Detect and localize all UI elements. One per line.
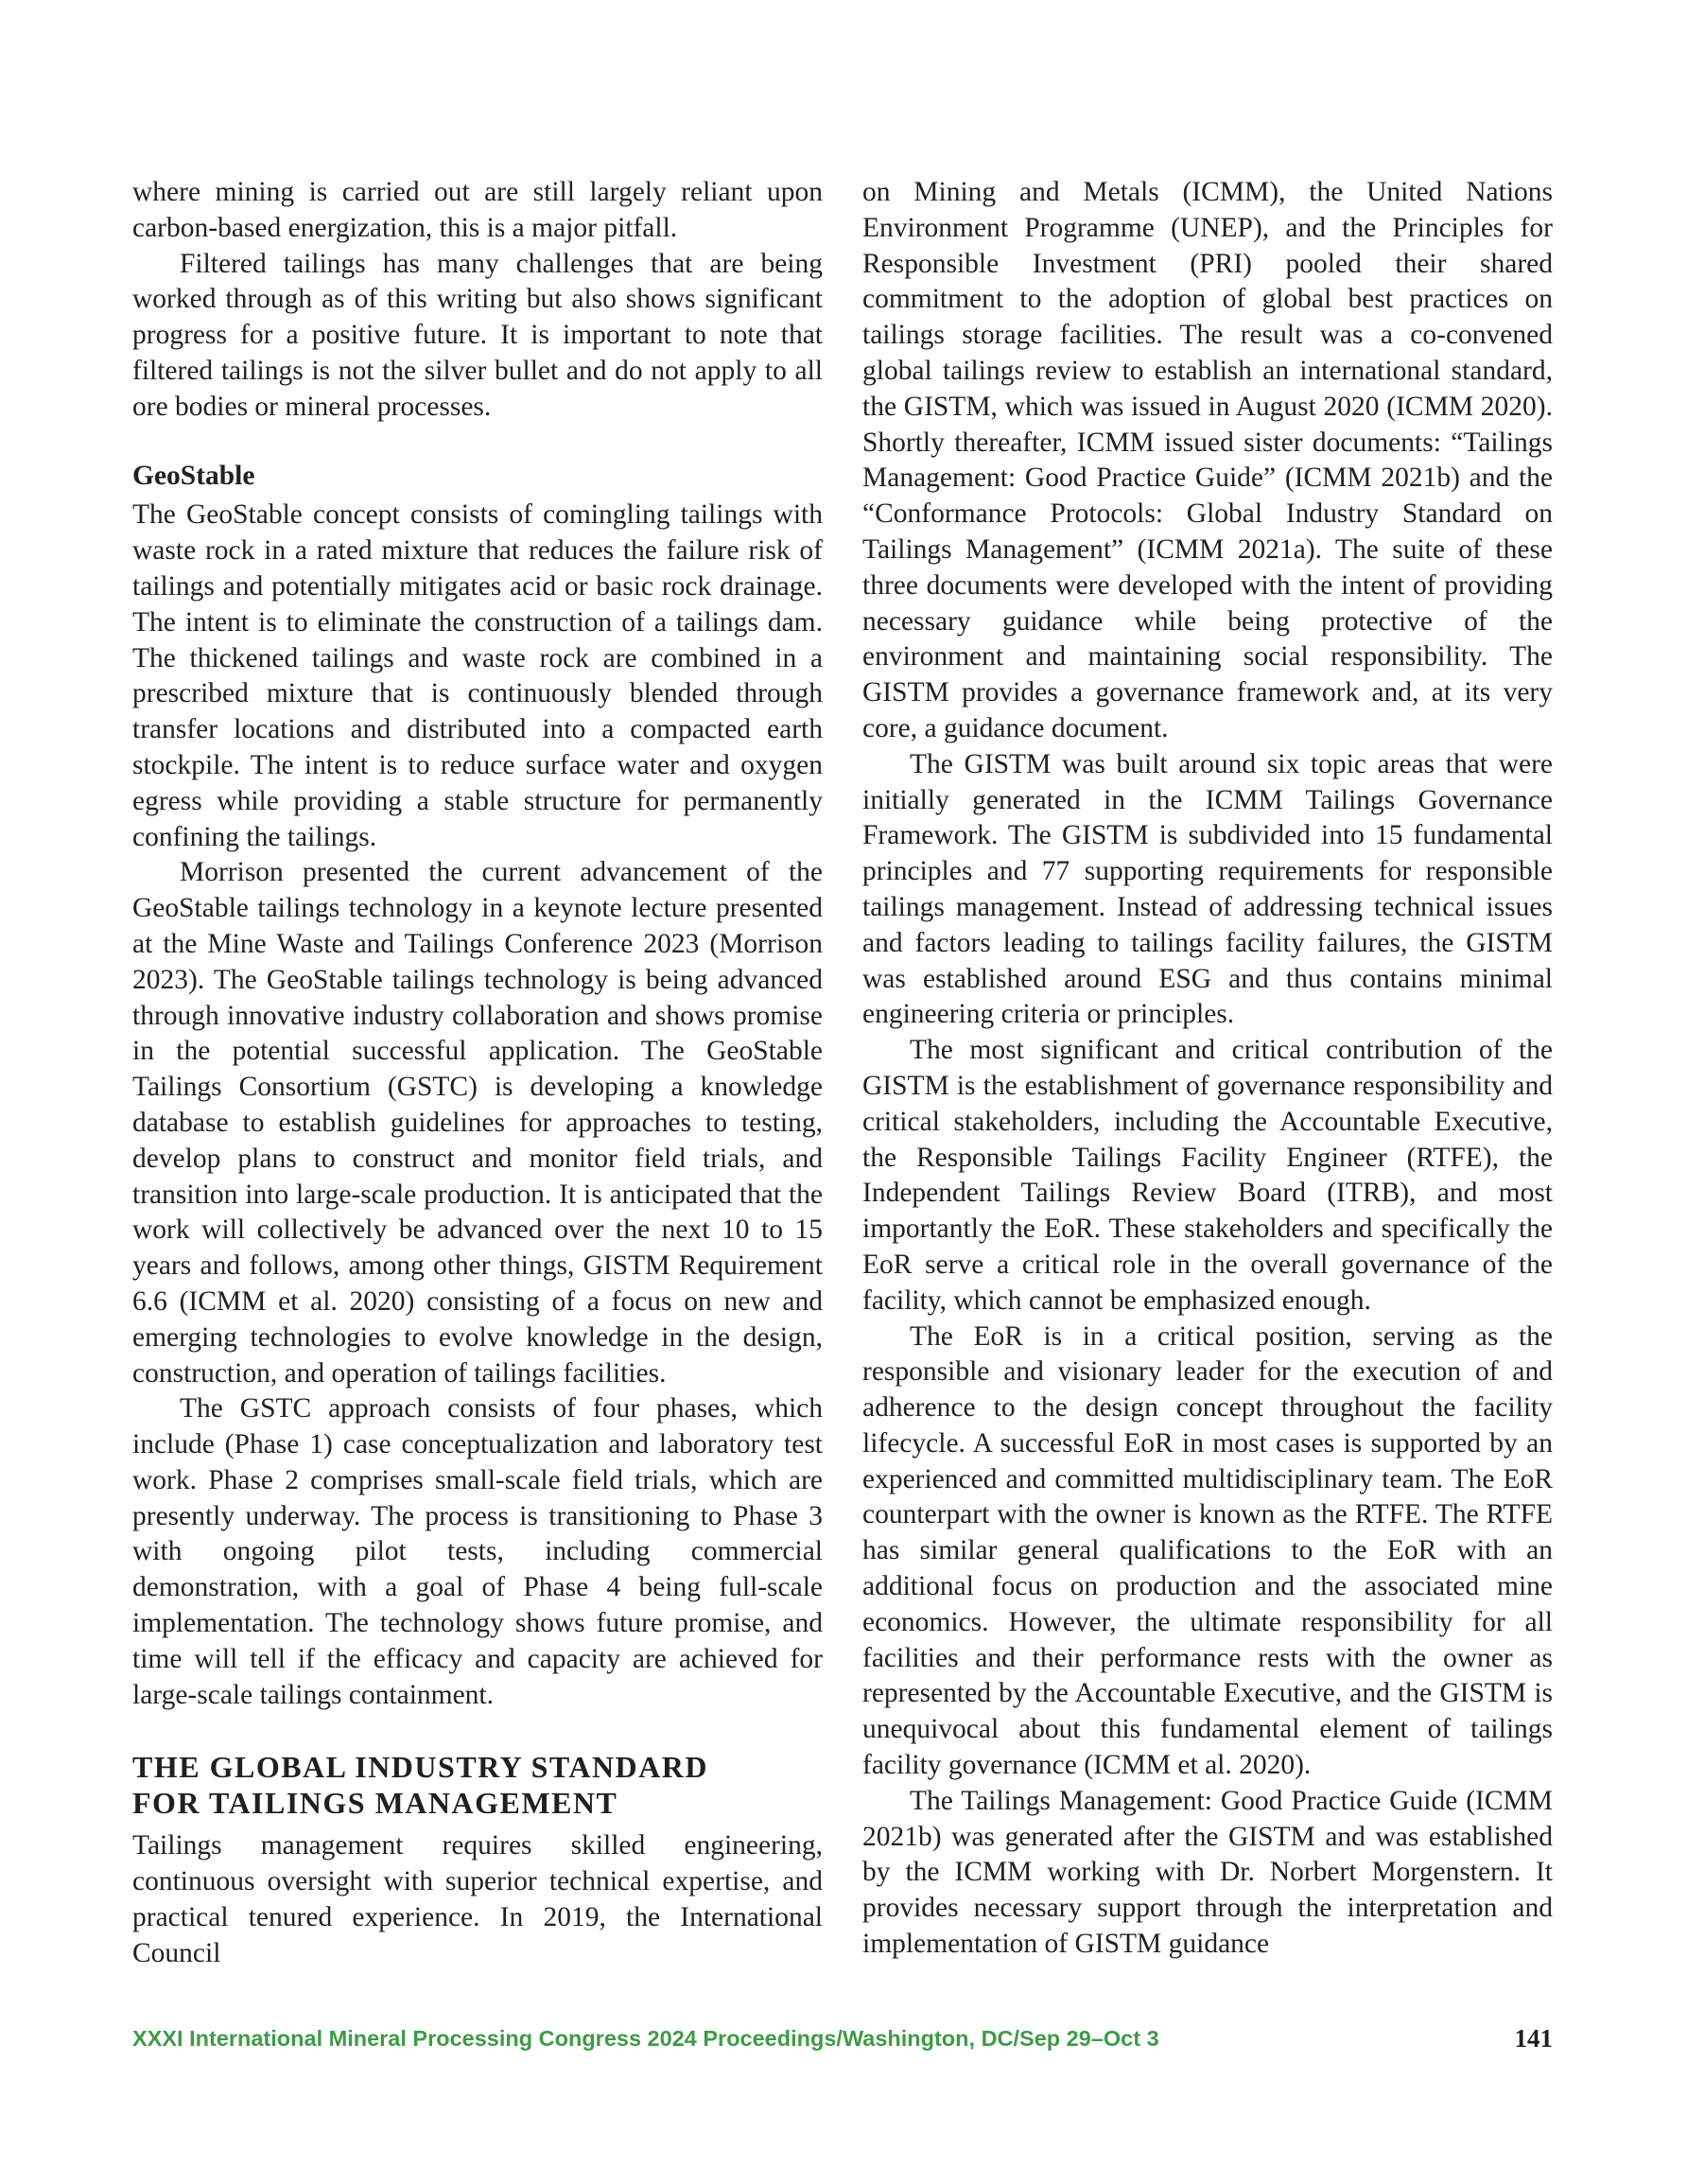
right-column <box>862 175 1553 1963</box>
section-heading-line: FOR TAILINGS MANAGEMENT <box>132 1786 618 1821</box>
paragraph: The most significant and critical contribution of the GISTM is the establishment of governance responsibility and critical stakeholders, including the Accountable Executive, the Responsible Tailings Facility Engineer (RTFE), the Independent Tailings Review Board (ITRB), and most importantly the EoR. These stakeholders and specifically the EoR serve a critical role in the overall governance of the facility, which cannot be emphasized enough. <box>862 1035 1553 1316</box>
paragraph: Tailings management requires skilled engineering, continuous oversight with superior technical expertise, and practical tenured experience. In 2019, the International Council <box>132 1830 823 1968</box>
paragraph: on Mining and Metals (ICMM), the United Nations Environment Programme (UNEP), and the Principles for Responsible Investment (PRI) pooled their shared commitment to the adoption of global best practices on tailings storage facilities. The result was a co-convened global tailings review to establish an international standard, the GISTM, which was issued in August 2020 (ICMM 2020). Shortly thereafter, ICMM issued sister documents: “Tailings Management: Good Practice Guide” (ICMM 2021b) and the “Conformance Protocols: Global Industry Standard on Tailings Management” (ICMM 2021a). The suite of these three documents were developed with the intent of providing necessary guidance while being protective of the environment and maintaining social responsibility. The GISTM provides a governance framework and, at its very core, a guidance document. <box>862 177 1553 743</box>
paragraph: The GSTC approach consists of four phases, which include (Phase 1) case conceptualization and laboratory test work. Phase 2 comprises small-scale field trials, which are presently underway. The process is transitioning to Phase 3 with ongoing pilot tests, including commercial demonstration, with a goal of Phase 4 being full-scale implementation. The technology shows future promise, and time will tell if the efficacy and capacity are achieved for large-scale tailings containment. <box>132 1393 823 1710</box>
paragraph: The EoR is in a critical position, serving as the responsible and visionary leader for the execution of and adherence to the design concept throughout the facility lifecycle. A successful EoR in most cases is supported by an experienced and committed multidisciplinary team. The EoR counterpart with the owner is known as the RTFE. The RTFE has similar general qualifications to the EoR with an additional focus on production and the associated mine economics. However, the ultimate responsibility for all facilities and their performance rests with the owner as represented by the Accountable Executive, and the GISTM is unequivocal about this fundamental element of tailings facility governance (ICMM et al. 2020). <box>862 1320 1553 1781</box>
paragraph: The GISTM was built around six topic areas that were initially generated in the ICMM Tailings Governance Framework. The GISTM is subdivided into 15 fundamental principles and 77 supporting requirements for responsible tailings management. Instead of addressing technical issues and factors leading to tailings facility failures, the GISTM was established around ESG and thus contains minimal engineering criteria or principles. <box>862 748 1553 1030</box>
paragraph: Morrison presented the current advancement of the GeoStable tailings technology in a keynote lecture presented at the Mine Waste and Tailings Conference 2023 (Morrison 2023). The GeoStable tailings technology is being advanced through innovative industry collaboration and shows promise in the potential successful application. The GeoStable Tailings Consortium (GSTC) is developing a knowledge database to establish guidelines for approaches to testing, develop plans to construct and monitor field trials, and transition into large-scale production. It is anticipated that the work will collectively be advanced over the next 10 to 15 years and follows, among other things, GISTM Requirement 6.6 (ICMM et al. 2020) consisting of a focus on new and emerging technologies to evolve knowledge in the design, construction, and operation of tailings facilities. <box>132 857 823 1389</box>
left-column <box>132 175 823 1972</box>
page-number: 141 <box>1514 2024 1553 2053</box>
paragraph: where mining is carried out are still largely reliant upon carbon-based energization, this is a major pitfall. <box>132 177 823 243</box>
paragraph: The Tailings Management: Good Practice Guide (ICMM 2021b) was generated after the GISTM and was established by the ICMM working with Dr. Norbert Morgenstern. It provides necessary support through the interpretation and implementation of GISTM guidance <box>862 1785 1553 1960</box>
section-heading <box>132 1749 823 1821</box>
section-heading-line: THE GLOBAL INDUSTRY STANDARD <box>132 1750 708 1785</box>
paragraph: The GeoStable concept consists of comingling tailings with waste rock in a rated mixture that reduces the failure risk of tailings and potentially mitigates acid or basic rock drainage. The intent is to eliminate the construction of a tailings dam. The thickened tailings and waste rock are combined in a prescribed mixture that is continuously blended through transfer locations and distributed into a compacted earth stockpile. The intent is to reduce surface water and oxygen egress while providing a stable structure for permanently confining the tailings. <box>132 499 823 852</box>
subsection-heading-geostable: GeoStable <box>132 460 255 491</box>
paragraph: Filtered tailings has many challenges that are being worked through as of this writing but also shows significant progress for a positive future. It is important to note that filtered tailings is not the silver bullet and do not apply to all ore bodies or mineral processes. <box>132 248 823 422</box>
footer-conference-title: XXXI International Mineral Processing Congress 2024 Proceedings/Washington, DC/Sep 29–Oct 3 <box>132 2026 1159 2051</box>
page-footer <box>132 2026 1553 2064</box>
